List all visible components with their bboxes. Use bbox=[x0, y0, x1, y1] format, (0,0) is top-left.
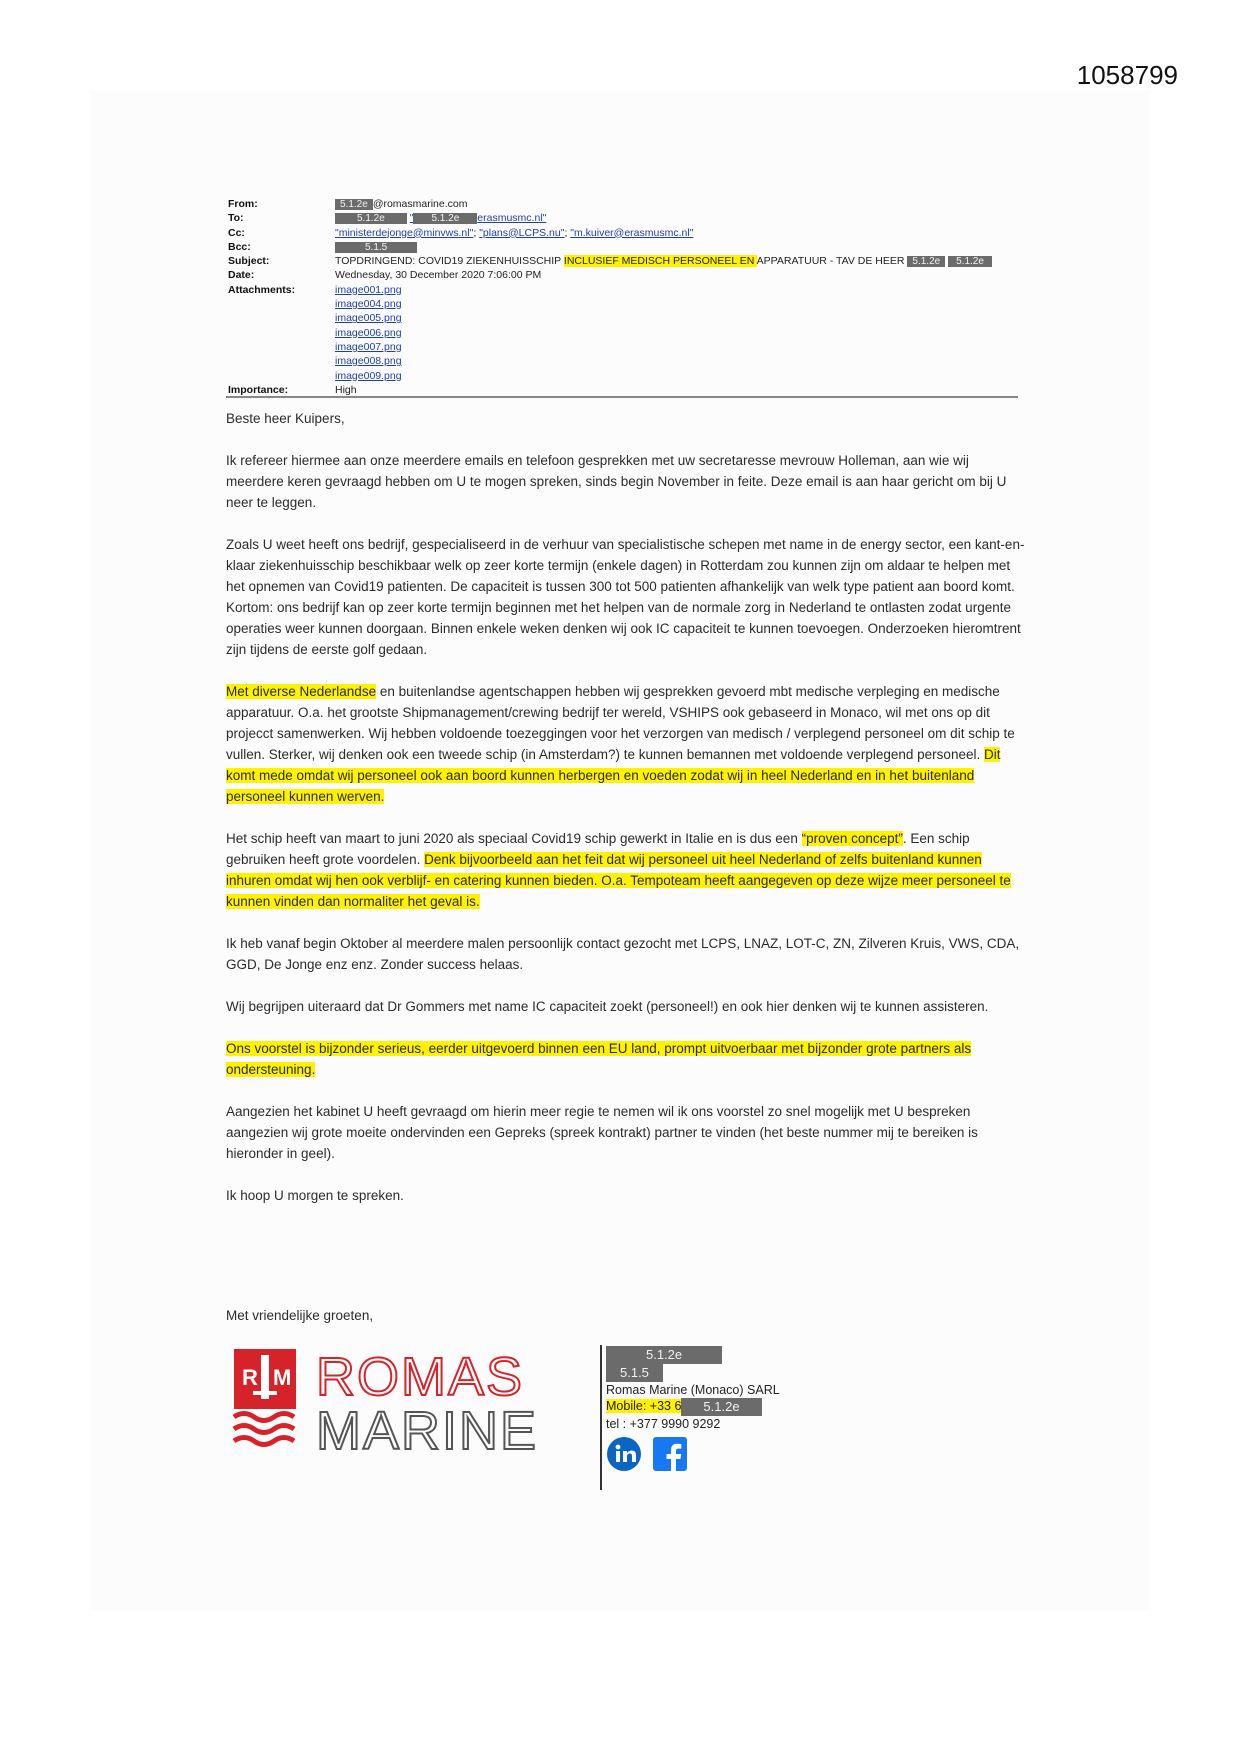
paragraph: Zoals U weet heeft ons bedrijf, gespecialiseerd in de verhuur van specialistische schepen met name in de energy sector, een kant-en-klaar ziekenhuisschip beschikbaar welk op zeer korte termijn (enkele dagen) in Rotterdam zou kunnen zijn om aldaar te helpen met het opnemen van Covid19 patienten. De capaciteit is tussen 300 tot 500 patienten afhankelijk van welk type patient aan boord komt. Kortom: ons bedrijf kan op zeer korte termijn beginnen met het helpen van de normale zorg in Nederland te ontlasten zodat urgente operaties weer kunnen doorgaan. Binnen enkele weken denken wij ook IC capaciteit te kunnen toevoegen. Onderzoeken hieromtrent zijn tijdens de eerste golf gedaan. bbox=[226, 537, 1025, 657]
paragraph bbox=[226, 1038, 1026, 1080]
attachments-label: Attachments: bbox=[228, 283, 296, 296]
from-value bbox=[335, 197, 1018, 211]
closing: Met vriendelijke groeten, bbox=[226, 1308, 374, 1323]
redaction: 5.1.2e bbox=[335, 199, 373, 210]
subject-highlight: INCLUSIEF MEDISCH PERSONEEL EN bbox=[563, 255, 757, 268]
subject-value bbox=[335, 254, 1018, 268]
paragraph: Ik heb vanaf begin Oktober al meerdere malen persoonlijk contact gezocht met LCPS, LNAZ, LOT-C, ZN, Zilveren Kruis, VWS, CDA, GGD, De Jonge enz enz. Zonder success helaas. bbox=[226, 936, 1020, 972]
redaction: 5.1.5 bbox=[335, 242, 417, 253]
to-label: To: bbox=[228, 212, 244, 225]
cc-address-3[interactable]: "m.kuiver@erasmusmc.nl" bbox=[570, 226, 694, 239]
subject-text: TOPDRINGEND: COVID19 ZIEKENHUISSCHIP bbox=[335, 255, 564, 268]
email-header bbox=[228, 197, 1018, 397]
from-domain: @romasmarine.com bbox=[372, 198, 468, 210]
paragraph: Ik hoop U morgen te spreken. bbox=[226, 1188, 404, 1203]
mobile-line bbox=[606, 1398, 780, 1416]
subject-label: Subject: bbox=[228, 255, 270, 268]
logo-word-marine: MARINE bbox=[316, 1401, 539, 1455]
highlighted-text: Denk bijvoorbeeld aan het feit dat wij personeel uit heel Nederland of zelfs buitenland kunnen inhuren omdat wij hen ook verblijf- en catering kunnen bieden. O.a. Tempoteam heeft aangegeven op deze wijze meer personeel te kunnen vinden dan normaliter het geval is. bbox=[226, 852, 1011, 909]
logo-monogram-m: M bbox=[273, 1365, 292, 1390]
paragraph: Aangezien het kabinet U heeft gevraagd om hierin meer regie te nemen wil ik ons voorstel zo snel mogelijk met U bespreken aangezien wij grote moeite ondervinden een Gepreks (spreek kontrakt) partner te vinden (het beste nummer mij te bereiken is hieronder in geel). bbox=[226, 1104, 978, 1161]
attachment-link[interactable]: image005.png bbox=[335, 312, 402, 325]
cc-address-2[interactable]: "plans@LCPS.nu" bbox=[479, 226, 565, 239]
document-number: 1058799 bbox=[1076, 60, 1178, 90]
bcc-value bbox=[335, 240, 1018, 254]
attachment-link[interactable]: image008.png bbox=[335, 355, 402, 368]
redaction: 5.1.2e bbox=[413, 213, 477, 224]
to-address[interactable]: erasmusmc.nl" bbox=[477, 212, 547, 225]
social-links bbox=[606, 1436, 688, 1472]
date-label: Date: bbox=[228, 269, 255, 282]
from-label: From: bbox=[228, 198, 258, 210]
redaction: 5.1.5 bbox=[606, 1364, 663, 1382]
attachment-link[interactable]: image001.png bbox=[335, 283, 402, 296]
highlighted-text: Dit komt mede omdat wij personeel ook aan boord kunnen herbergen en voeden zodat wij in heel Nederland en in het buitenland personeel kunnen werven. bbox=[226, 747, 1001, 804]
redaction: 5.1.2e bbox=[948, 256, 992, 267]
cc-address-1[interactable]: "ministerdejonge@minvws.nl" bbox=[335, 226, 474, 239]
mobile-label: Mobile: +33 6 bbox=[606, 1399, 682, 1414]
attachment-link[interactable]: image007.png bbox=[335, 340, 402, 353]
signature-divider bbox=[600, 1345, 602, 1490]
importance-value: High bbox=[335, 383, 357, 396]
redaction: 5.1.2e bbox=[335, 213, 407, 224]
attachments-list bbox=[335, 283, 1018, 383]
highlighted-text: Met diverse Nederlandse bbox=[226, 684, 377, 699]
header-divider bbox=[226, 396, 1018, 398]
cc-value bbox=[335, 226, 1018, 240]
cc-separator: ; bbox=[564, 226, 571, 239]
logo-word-romas: ROMAS bbox=[316, 1347, 525, 1407]
paragraph: Wij begrijpen uiteraard dat Dr Gommers met name IC capaciteit zoekt (personeel!) en ook hier denken wij te kunnen assisteren. bbox=[226, 999, 989, 1014]
redaction: 5.1.2e bbox=[907, 256, 945, 267]
paragraph bbox=[226, 828, 1026, 912]
highlighted-text: Ons voorstel is bijzonder serieus, eerder uitgevoerd binnen een EU land, prompt uitvoerbaar met bijzonder grote partners als ondersteuning. bbox=[226, 1041, 972, 1077]
greeting: Beste heer Kuipers, bbox=[226, 411, 345, 426]
attachment-link[interactable]: image004.png bbox=[335, 298, 402, 311]
paragraph-text: en buitenlandse agentschappen hebben wij gesprekken gevoerd mbt medische verpleging en medische apparatuur. O.a. het grootste Shipmanagement/crewing bedrijf ter wereld, VSHIPS ook gebaseerd in Monaco, wil met ons op dit projecct samenwerken. Wij hebben voldoende toezeggingen voor het verzorgen van medisch / verplegend personeel om dit schip te vullen. Sterker, wij denken ook een tweede schip (in Amsterdam?) te kunnen bemannen met voldoende verplegend personeel. bbox=[226, 684, 1015, 762]
telephone: tel : +377 9990 9292 bbox=[606, 1417, 721, 1431]
paragraph-text: . Een schip gebruiken heeft grote voordelen. bbox=[226, 831, 970, 867]
redaction: 5.1.2e bbox=[681, 1398, 761, 1416]
paragraph-text: Het schip heeft van maart to juni 2020 als speciaal Covid19 schip gewerkt in Italie en is dus een bbox=[226, 831, 802, 846]
cc-separator: ; bbox=[473, 226, 480, 239]
attachment-link[interactable]: image009.png bbox=[335, 369, 402, 382]
highlighted-text: “proven concept” bbox=[801, 831, 903, 846]
paragraph bbox=[226, 681, 1026, 807]
attachment-link[interactable]: image006.png bbox=[335, 326, 402, 339]
paragraph: Ik refereer hiermee aan onze meerdere emails en telefoon gesprekken met uw secretaresse mevrouw Holleman, aan wie wij meerdere keren gevraagd hebben om U te mogen spreken, sinds begin November in feite. Deze email is aan haar gericht om bij U neer te leggen. bbox=[226, 453, 1007, 510]
to-value bbox=[335, 211, 1018, 225]
redaction: 5.1.2e bbox=[606, 1346, 722, 1364]
to-quote: " bbox=[409, 212, 414, 225]
date-value: Wednesday, 30 December 2020 7:06:00 PM bbox=[335, 269, 542, 282]
company-name: Romas Marine (Monaco) SARL bbox=[606, 1383, 780, 1397]
romas-marine-logo bbox=[232, 1345, 582, 1455]
importance-label: Importance: bbox=[228, 383, 289, 396]
subject-text: APPARATUUR - TAV DE HEER bbox=[756, 255, 908, 268]
cc-label: Cc: bbox=[228, 226, 245, 239]
linkedin-icon[interactable] bbox=[606, 1436, 642, 1472]
facebook-icon[interactable] bbox=[652, 1436, 688, 1472]
email-body bbox=[226, 408, 1026, 1227]
signature-info bbox=[606, 1346, 780, 1432]
bcc-label: Bcc: bbox=[228, 240, 251, 253]
logo-monogram-r: R bbox=[242, 1365, 258, 1390]
